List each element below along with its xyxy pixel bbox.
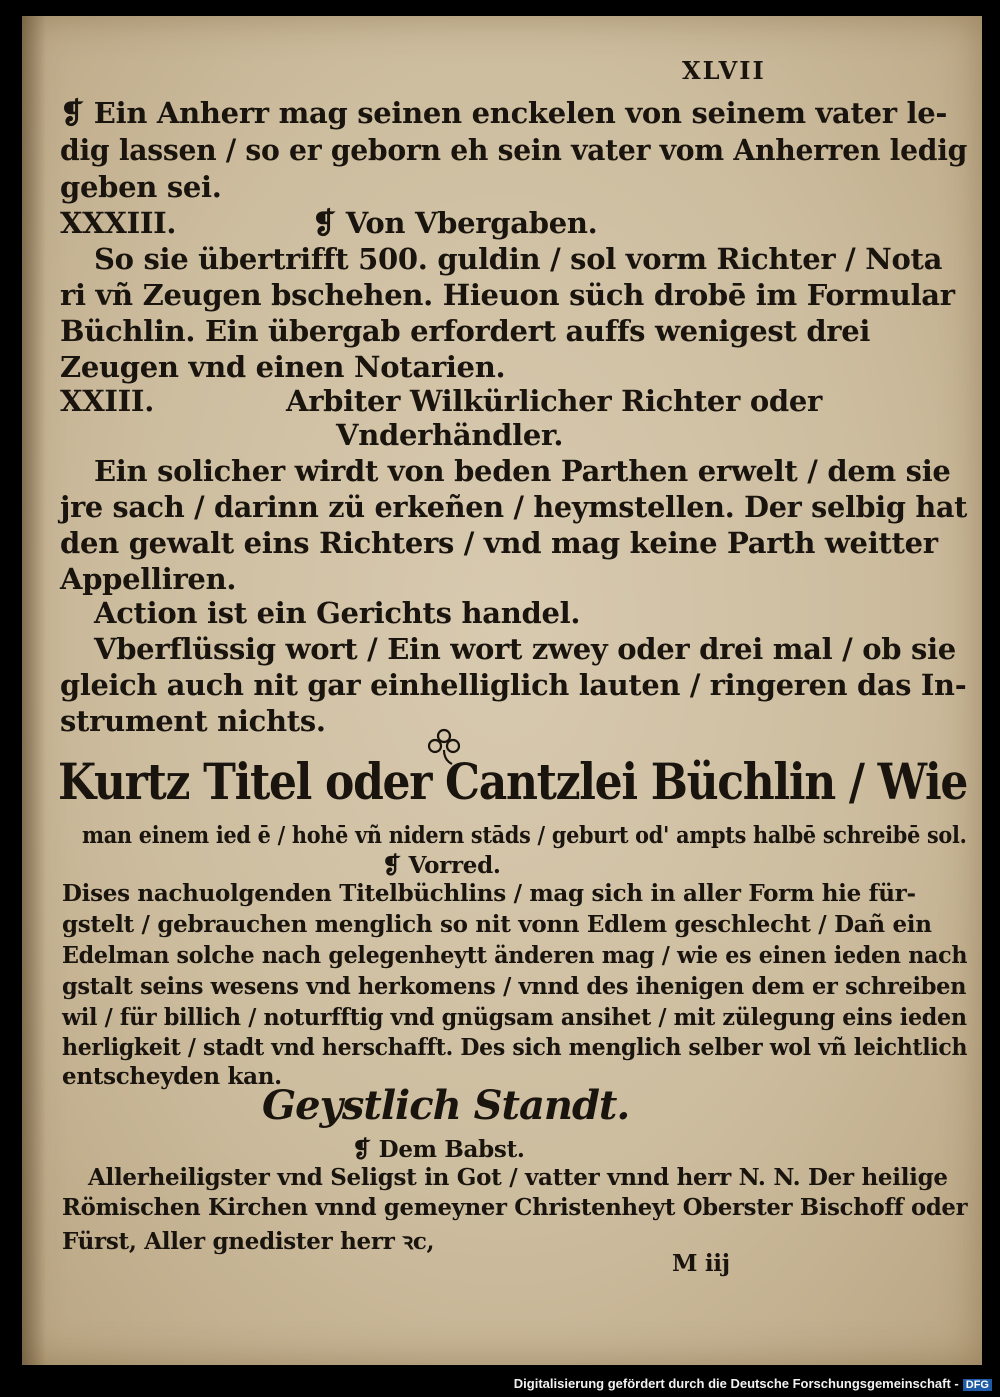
section-heading: Vnderhändler.	[336, 418, 564, 452]
section-heading: Geystlich Standt.	[262, 1082, 630, 1129]
section-heading: ❡ Von Vbergaben.	[312, 206, 598, 240]
text-line: gleich auch nit gar einhelliglich lauten / ringeren das In-	[60, 668, 967, 702]
text-line: Büchlin. Ein übergab erfordert auffs wenigest drei	[60, 314, 871, 348]
section-number: XXIII.	[60, 384, 154, 418]
text-line: Zeugen vnd einen Notarien.	[60, 350, 506, 384]
text-line: Edelman solche nach gelegenheytt änderen mag / wie es einen ieden nach	[62, 942, 968, 969]
funding-credit	[514, 1376, 992, 1391]
text-line: Action ist ein Gerichts handel.	[94, 596, 581, 630]
text-line: ❡ Ein Anherr mag seinen enckelen von seinem vater le-	[60, 96, 948, 130]
text-line: Allerheiligster vnd Seligst in Got / vatter vnnd herr N. N. Der heilige	[88, 1164, 948, 1191]
text-line: wil / für billich / noturfftig vnd gnügsam ansihet / mit zülegung eins ieden	[62, 1004, 967, 1031]
text-line: entscheyden kan.	[62, 1063, 282, 1090]
folio-number: XLVII	[682, 56, 766, 85]
text-line: Vberflüssig wort / Ein wort zwey oder drei mal / ob sie	[94, 632, 956, 666]
funding-text: Digitalisierung gefördert durch die Deutsche Forschungsgemeinschaft -	[513, 1376, 959, 1391]
document-page	[22, 16, 982, 1365]
vorred-heading: ❡ Vorred.	[382, 852, 501, 879]
text-line: So sie übertrifft 500. guldin / sol vorm Richter / Nota	[94, 242, 943, 276]
text-line: Römischen Kirchen vnnd gemeyner Christenheyt Oberster Bischoff oder	[62, 1194, 968, 1221]
text-line: Fürst, Aller gnedister herr ꝛc,	[62, 1228, 435, 1255]
section-number: XXXIII.	[60, 206, 177, 240]
babst-heading: ❡ Dem Babst.	[352, 1136, 525, 1163]
text-line: dig lassen / so er geborn eh sein vater vom Anherren ledig	[60, 133, 968, 167]
subtitle: man einem ied ē / hohē vñ nidern stāds / geburt od' ampts halbē schreibē sol.	[82, 822, 967, 849]
dfg-logo: DFG	[963, 1379, 992, 1391]
text-line: gstalt seins wesens vnd herkomens / vnnd des ihenigen dem er schreiben	[62, 973, 967, 1000]
text-line: ri vñ Zeugen bschehen. Hieuon süch drobē im Formular	[60, 278, 955, 312]
text-line: geben sei.	[60, 170, 222, 204]
page-title: Kurtz Titel oder Cantzlei Büchlin / Wie	[58, 752, 968, 811]
text-line: jre sach / darinn zü erkeñen / heymstellen. Der selbig hat	[60, 490, 968, 524]
section-heading: Arbiter Wilkürlicher Richter oder	[286, 384, 822, 418]
text-line: herligkeit / stadt vnd herschafft. Des sich menglich selber wol vñ leichtlich	[62, 1034, 968, 1061]
footer-bar	[0, 1365, 1000, 1397]
text-line: Dises nachuolgenden Titelbüchlins / mag sich in aller Form hie für-	[62, 880, 916, 907]
text-line: den gewalt eins Richters / vnd mag keine Parth weitter	[60, 526, 938, 560]
signature-mark: M iij	[672, 1250, 730, 1277]
text-line: strument nichts.	[60, 704, 326, 738]
text-line: Appelliren.	[60, 562, 237, 596]
text-line: gstelt / gebrauchen menglich so nit vonn Edlem geschlecht / Dañ ein	[62, 911, 932, 938]
text-line: Ein solicher wirdt von beden Parthen erwelt / dem sie	[94, 454, 951, 488]
